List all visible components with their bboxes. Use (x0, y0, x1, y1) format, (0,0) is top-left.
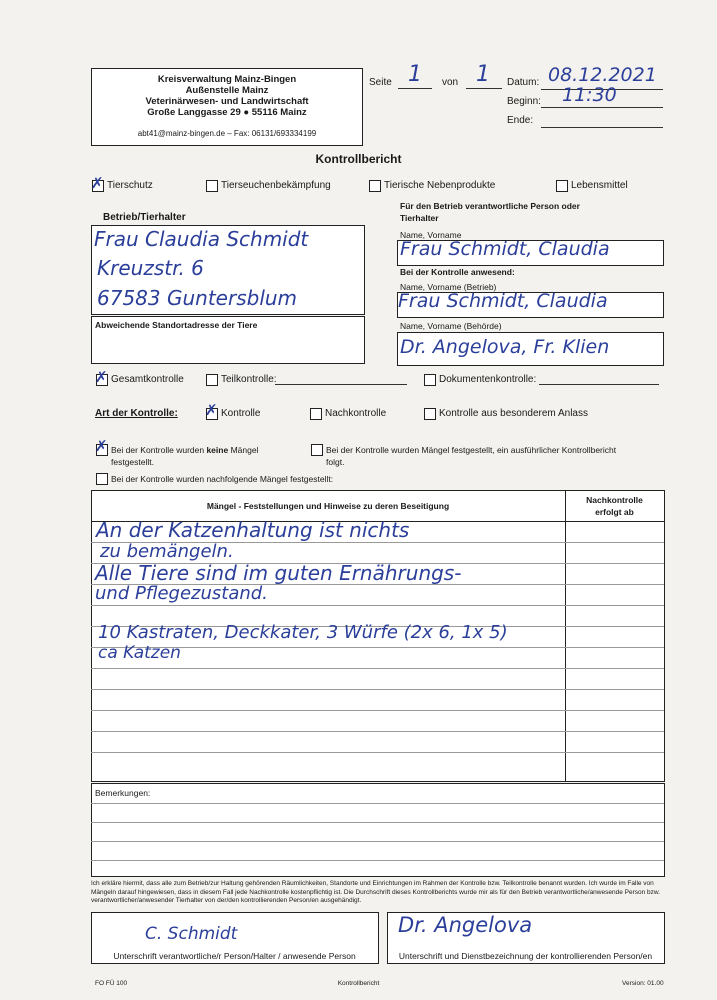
table-row: ca Katzen (98, 643, 181, 663)
org-contact: abt41@mainz-bingen.de – Fax: 06131/693334199 (137, 129, 317, 138)
art-nach: Nachkontrolle (325, 408, 387, 419)
check-mark-icon: ✗ (205, 401, 218, 419)
footer-right: Version: 01.00 (622, 980, 664, 987)
checkbox-nebenprodukte[interactable] (369, 180, 381, 192)
result-nachfolgend: Bei der Kontrolle wurden nachfolgende Mängel festgestellt: (111, 474, 334, 484)
behoerde-value: Dr. Angelova, Fr. Klien (400, 336, 610, 358)
seite-value: 1 (408, 62, 422, 87)
category-nebenprodukte: Tierische Nebenprodukte (384, 180, 496, 191)
org-line2: Außenstelle Mainz (185, 85, 269, 96)
checkbox-nachfolgend[interactable] (96, 473, 108, 485)
art-label: Art der Kontrolle: (95, 408, 178, 419)
org-line3: Veterinärwesen- und Landwirtschaft (145, 96, 309, 107)
result-maengel: Bei der Kontrolle wurden Mängel festgestellt, ein ausführlicher Kontrollbericht folgt. (326, 445, 617, 467)
result-keine: Bei der Kontrolle wurden keine Mängel festgestellt. (111, 445, 259, 467)
behoerde-label: Name, Vorname (Behörde) (400, 321, 502, 331)
footer-left: FO FÜ 100 (95, 980, 128, 987)
check-mark-icon: ✗ (95, 437, 108, 455)
art-kontrolle: Kontrolle (221, 408, 261, 419)
checkbox-lebensmittel[interactable] (556, 180, 568, 192)
present-heading: Bei der Kontrolle anwesend: (400, 267, 515, 277)
header-org-box (91, 68, 363, 146)
ende-label: Ende: (507, 115, 534, 126)
signature-left-label: Unterschrift verantwortliche/r Person/Halter / anwesende Person (113, 951, 356, 961)
betrieb-line1: Frau Claudia Schmidt (94, 227, 309, 251)
check-mark-icon: ✗ (91, 174, 104, 192)
beginn-value: 11:30 (562, 84, 617, 106)
category-tierseuchen: Tierseuchenbekämpfung (221, 180, 331, 191)
beginn-label: Beginn: (507, 96, 541, 107)
signature-right-label: Unterschrift und Dienstbezeichnung der kontrollierenden Person/en (398, 951, 653, 961)
table-row: An der Katzenhaltung ist nichts (96, 518, 410, 542)
checkbox-dokumenten[interactable] (424, 374, 436, 386)
declaration-text: Ich erkläre hiermit, dass alle zum Betrieb/zur Haltung gehörenden Räumlichkeiten, Standorte und Einrichtungen im Rahmen der Kontrolle bzw. Teilkontrolle benannt wurden. Ich wurde im Falle von Mängeln darauf hingewiesen, dass in diesem Fall jede Nachkontrolle kostenpflichtig ist. Die Durchschrift dieses Kontrollberichts wurde mir als für den Betrieb verantwortliche/anwesende Person bzw. verantwortlicher/anwesender Tierhalter von der/den kontrollierenden Person/en ausgehändigt. (91, 880, 661, 904)
bemerkungen-box (91, 783, 665, 877)
org-line4: Große Langgasse 29 ● 55116 Mainz (147, 107, 307, 118)
checkbox-nachkontrolle[interactable] (310, 408, 322, 420)
table-col2-header: Nachkontrolle erfolgt ab (586, 495, 643, 517)
table-row: Alle Tiere sind im guten Ernährungs- (95, 561, 462, 585)
alt-address-label: Abweichende Standortadresse der Tiere (95, 320, 258, 330)
category-lebensmittel: Lebensmittel (571, 180, 628, 191)
seite-label: Seite (369, 77, 392, 88)
betrieb-line2: Kreuzstr. 6 (97, 256, 204, 280)
betrieb-name-value: Frau Schmidt, Claudia (398, 290, 608, 312)
name-value: Frau Schmidt, Claudia (400, 238, 610, 260)
check-mark-icon: ✗ (95, 368, 108, 386)
von-value: 1 (476, 62, 490, 87)
betrieb-line3: 67583 Guntersblum (97, 286, 298, 310)
footer-center: Kontrollbericht (337, 980, 380, 987)
table-col-sep (565, 490, 566, 781)
table-row: zu bemängeln. (100, 541, 234, 562)
scope-dokumenten: Dokumentenkontrolle: (439, 374, 537, 385)
datum-label: Datum: (507, 77, 540, 88)
datum-value: 08.12.2021 (548, 64, 657, 86)
responsible-heading: Für den Betrieb verantwortliche Person oder Tierhalter (400, 201, 580, 223)
bemerkungen-label: Bemerkungen: (95, 788, 151, 798)
name-label: Name, Vorname (400, 230, 462, 240)
page-title: Kontrollbericht (315, 152, 402, 166)
scope-gesamt: Gesamtkontrolle (111, 374, 184, 385)
von-label: von (442, 77, 459, 88)
org-line1: Kreisverwaltung Mainz-Bingen (157, 74, 297, 85)
scope-teil: Teilkontrolle: (221, 374, 277, 385)
checkbox-besonder[interactable] (424, 408, 436, 420)
table-row: und Pflegezustand. (95, 583, 268, 604)
table-col1-header: Mängel - Feststellungen und Hinweise zu deren Beseitigung (206, 501, 450, 511)
signature-left: C. Schmidt (145, 924, 238, 944)
art-besonder: Kontrolle aus besonderem Anlass (439, 408, 588, 419)
checkbox-teil[interactable] (206, 374, 218, 386)
checkbox-tierseuchen[interactable] (206, 180, 218, 192)
betrieb-heading: Betrieb/Tierhalter (103, 212, 186, 223)
betrieb-name-label: Name, Vorname (Betrieb) (400, 282, 497, 292)
signature-right: Dr. Angelova (398, 913, 533, 937)
table-row: 10 Kastraten, Deckkater, 3 Würfe (2x 6, 1x 5) (98, 622, 508, 643)
checkbox-maengel[interactable] (311, 444, 323, 456)
category-tierschutz: Tierschutz (107, 180, 153, 191)
